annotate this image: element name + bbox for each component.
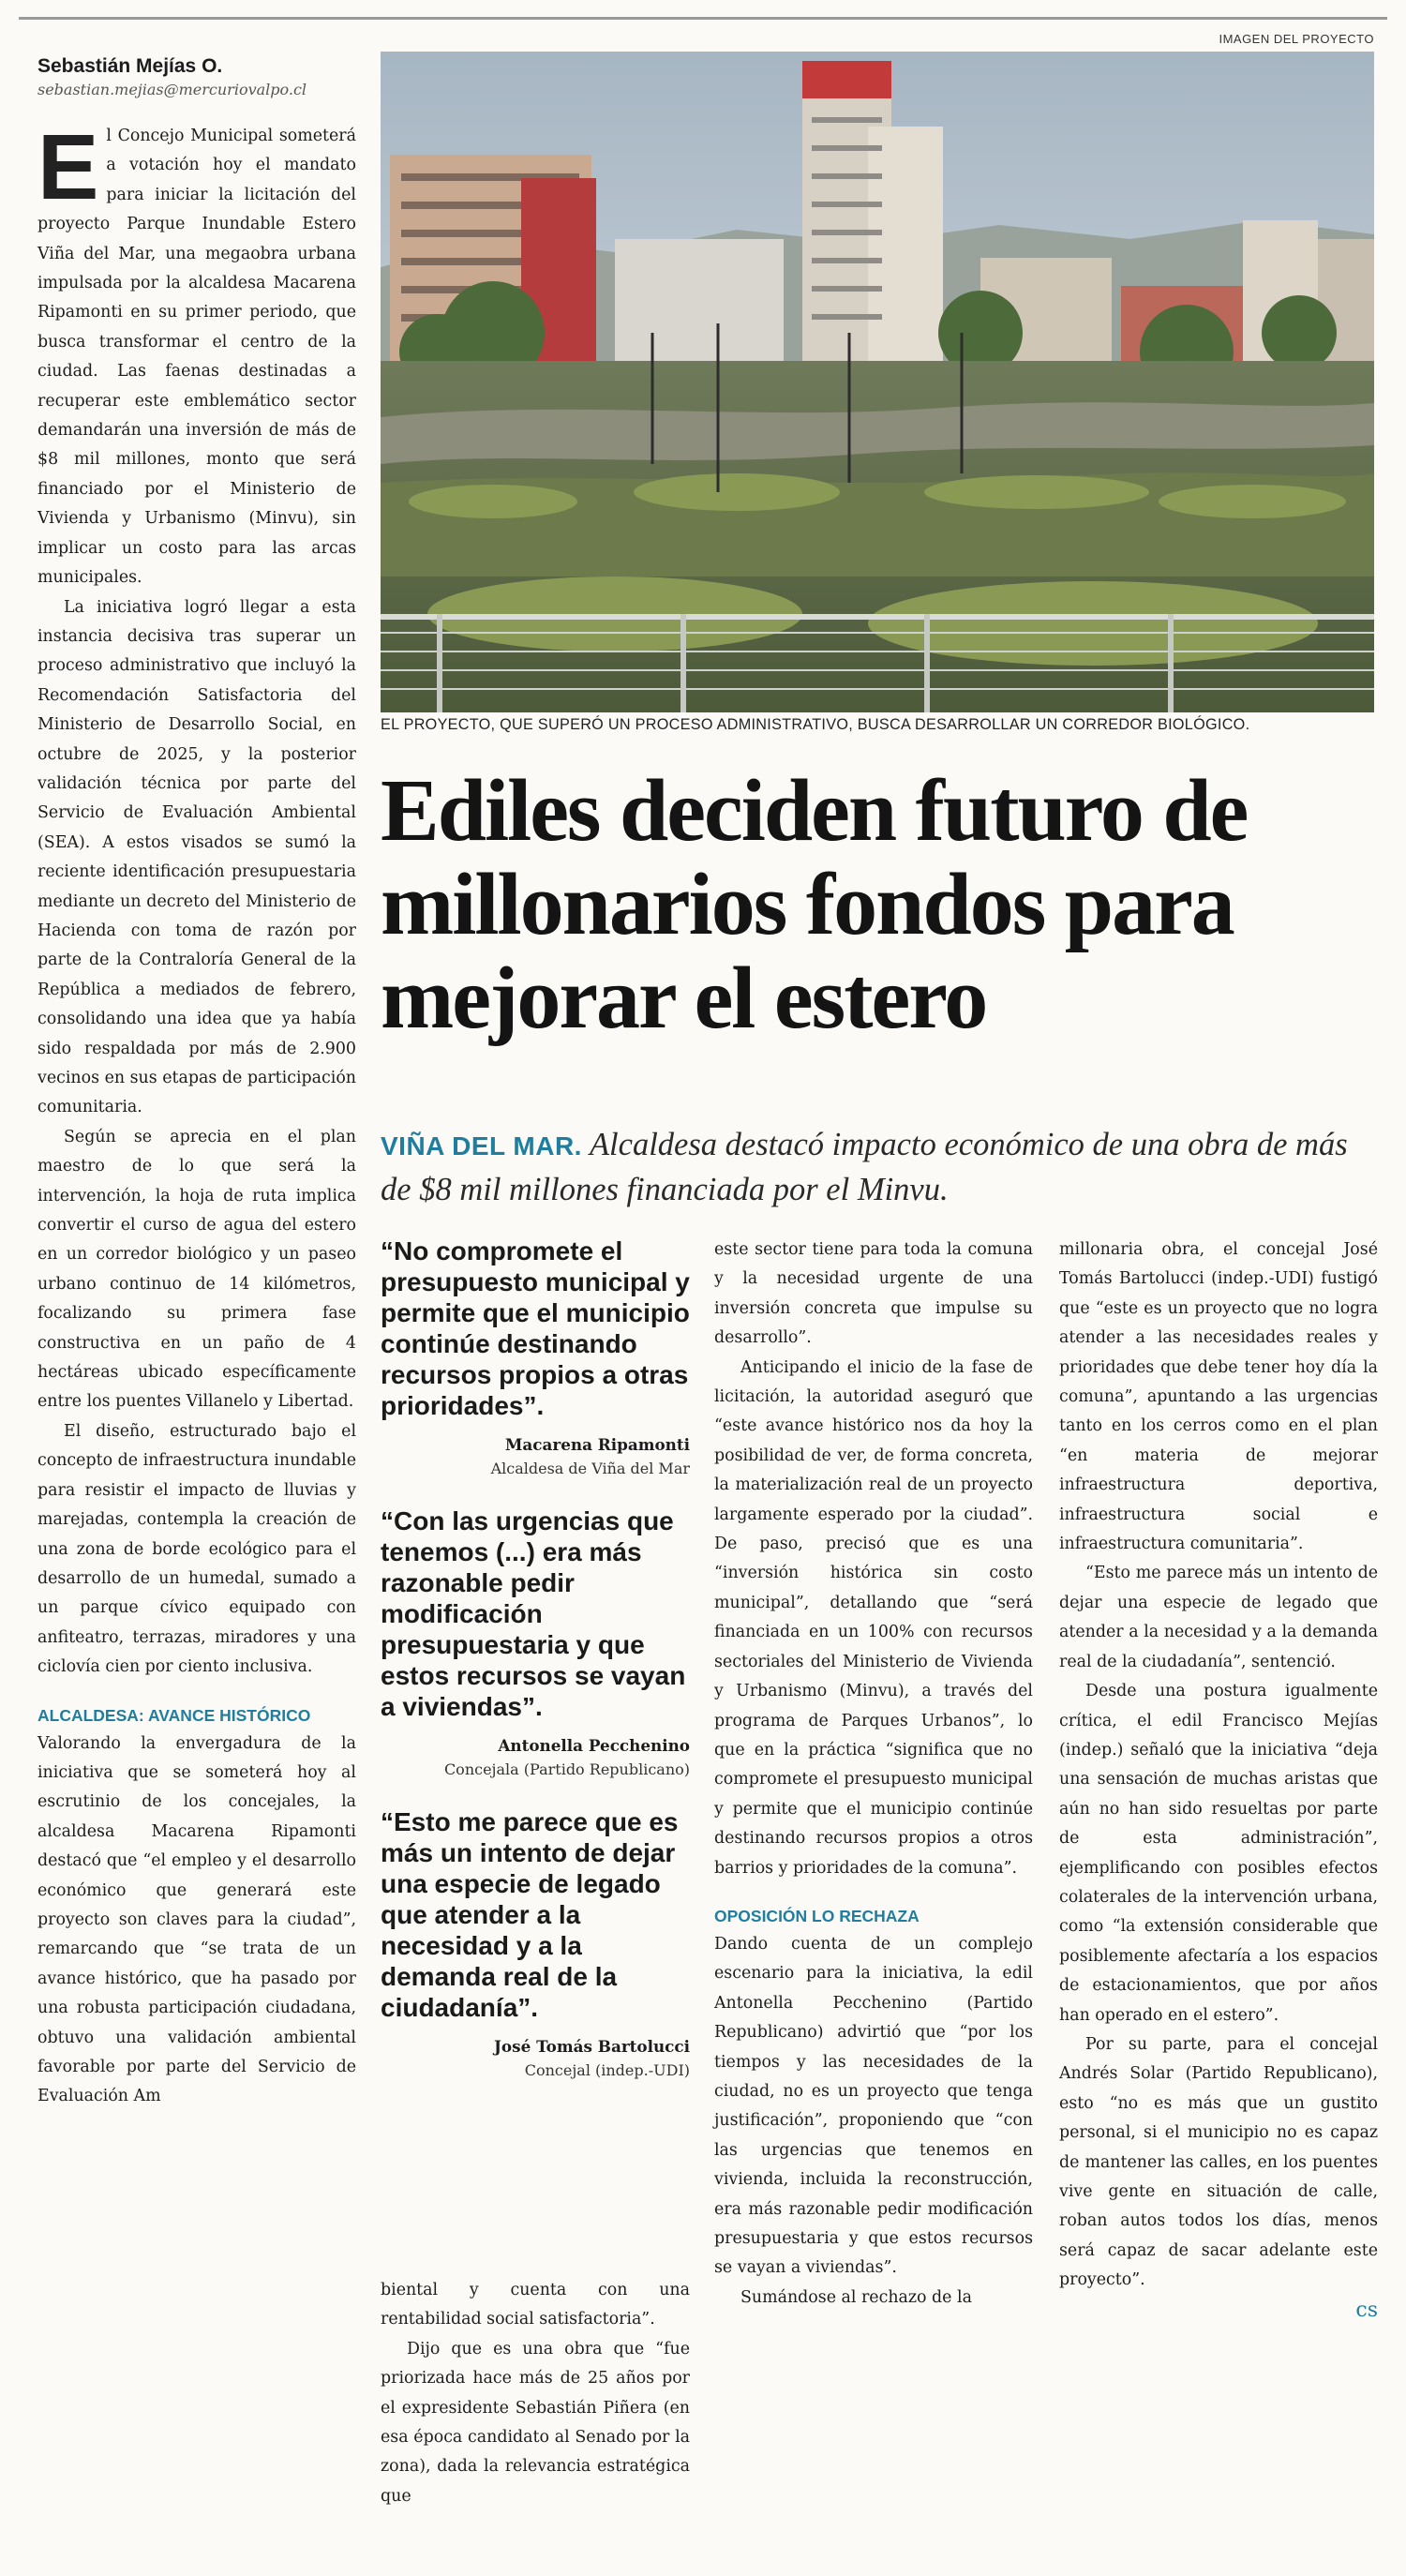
paragraph-2: La iniciativa logró llegar a esta instancia decisiva tras superar un proceso administrativo que incluyó la Recomendación Satisfactoria del Ministerio de Desarrollo Social, en octubre de 2025, y la posterior validación técnica por parte del Servicio de Evaluación Ambiental (SEA). A estos visados se sumó la reciente identificación presupuestaria mediante un decreto del Ministerio de Hacienda con toma de razón por parte de la Contraloría General de la República a mediados de febrero, consolidando una idea que ya había sido respaldada por más de 2.900 vecinos en sus etapas de participación comunitaria. [37, 597, 356, 1117]
deck-text: Alcaldesa destacó impacto económico de una obra de más de $8 mil millones financiada por el Minvu. [381, 1127, 1348, 1207]
deck [381, 1123, 1384, 1211]
paragraph-9: Sumándose al rechazo de la [740, 2287, 972, 2307]
headline: Ediles deciden futuro de millonarios fondos para mejorar el estero [381, 762, 1248, 1047]
paragraph-12: Por su parte, para el concejal Andrés Solar (Partido Republicano), esto “no es más que un gustito personal, si el municipio no es capaz de mantener las calles, en los puentes vive gente en situación de calle, roban autos todos los días, menos será capaz de sacar adelante este proyecto”. [1059, 2034, 1378, 2290]
paragraph-5: Valorando la envergadura de la iniciativa que se someterá hoy al escrutinio de los concejales, la alcaldesa Macarena Ripamonti destacó que “el empleo y el desarrollo económico que generará este proyecto son claves para la ciudad”, remarcando que “se trata de un avance histórico, que ha pasado por una robusta participación ciudadana, obtuvo una validación ambiental favorable por parte del Servicio de Evaluación Am [37, 1733, 356, 2106]
article-body-middle [714, 1236, 1033, 2313]
pull-quote-3 [381, 1806, 690, 2083]
paragraph-6: Dijo que es una obra que “fue priorizada hace más de 25 años por el expresidente Sebastián Piñera (en esa época candidato al Senado por la zona), dada la relevancia estratégica que [381, 2339, 690, 2506]
article-body-left [37, 115, 356, 2112]
quote-text: “Esto me parece que es más un intento de dejar una especie de legado que atender a la necesidad y a la demanda real de la ciudadanía”. [381, 1807, 679, 2022]
end-mark: cs [1355, 2298, 1378, 2322]
top-rule [19, 17, 1387, 20]
photo-credit: IMAGEN DEL PROYECTO [1219, 32, 1374, 46]
paragraph-10: “Esto me parece más un intento de dejar una especie de legado que atender a la necesidad y a la demanda real de la ciudadanía”, sentenció. [1059, 1564, 1378, 1671]
paragraph-8: Dando cuenta de un complejo escenario para la iniciativa, la edil Antonella Pecchenino (Partido Republicano) advirtió que “por los tiempos y las necesidades de la ciudad, no es un proyecto que tenga justificación”, proponiendo que “con las urgencias que tenemos en vivienda, incluida la reconstrucción, era más razonable pedir modificación presupuestaria y que estos recursos se vayan a viviendas”. [714, 1934, 1033, 2278]
project-rendering-photo [381, 52, 1374, 712]
quote-name: Antonella Pecchenino [498, 1736, 690, 1755]
subhead-oposicion: OPOSICIÓN LO RECHAZA [714, 1906, 920, 1925]
paragraph-11: Desde una postura igualmente crítica, el edil Francisco Mejías (indep.) señaló que la iniciativa “deja una sensación de muchas aristas que aún no han sido resueltas por parte de esta administración”, ejemplificando con posibles efectos colaterales de la intervención urbana, como “la extensión considerable que posiblemente afectaría a los espacios de estacionamientos, que por años han operado en el estero”. [1059, 1682, 1378, 2025]
paragraph-5b: biental y cuenta con una rentabilidad social satisfactoria”. [381, 2281, 690, 2329]
paragraph-4: El diseño, estructurado bajo el concepto de infraestructura inundable para resistir el impacto de lluvias y marejadas, contempla la creación de una zona de borde ecológico para el desarrollo de un humedal, sumado a un parque cívico equipado con anfiteatro, terrazas, miradores y una ciclovía cien por ciento inclusiva. [37, 1421, 356, 1677]
quotes-column [381, 1236, 690, 2107]
photo-illustration [381, 52, 1374, 712]
paragraph-9b: millonaria obra, el concejal José Tomás Bartolucci (indep.-UDI) fustigó que “este es un proyecto que no logra atender a las necesidades reales y prioridades que debe tener hoy día la comuna”, apuntando a las urgencias tanto en los cerros como en el plan “en materia de mejorar infraestructura deportiva, infraestructura social e infraestructura comunitaria”. [1059, 1240, 1378, 1554]
photo-caption: EL PROYECTO, QUE SUPERÓ UN PROCESO ADMINISTRATIVO, BUSCA DESARROLLAR UN CORREDOR BIOLÓGICO. [381, 716, 1250, 733]
subhead-alcaldesa: ALCALDESA: AVANCE HISTÓRICO [37, 1705, 311, 1725]
paragraph-3: Según se aprecia en el plan maestro de lo que será la intervención, la hoja de ruta implica convertir el curso de agua del estero en un corredor biológico y un paseo urbano continuo de 14 kilómetros, focalizando su primera fase constructiva en un paño de 4 hectáreas ubicado específicamente entre los puentes Villanelo y Libertad. [37, 1127, 356, 1412]
quote-name: Macarena Ripamonti [504, 1435, 690, 1454]
quote-role: Concejala (Partido Republicano) [443, 1760, 690, 1778]
pull-quote-1 [381, 1236, 690, 1481]
pull-quote-2 [381, 1505, 690, 1782]
paragraph-7: Anticipando el inicio de la fase de licitación, la autoridad aseguró que “este avance histórico nos da hoy la posibilidad de ver, de forma concreta, la materialización real de un proyecto largamente esperado por la ciudad”. De paso, precisó que es una “inversión histórica sin costo municipal”, detallando que “será financiada en un 100% con recursos sectoriales del Ministerio de Vivienda y Urbanismo (Minvu), a través del programa de Parques Urbanos”, lo que en la práctica “significa que no compromete el presupuesto municipal y permite que el municipio continúe destinando recursos propios a otros barrios y prioridades de la comuna”. [714, 1357, 1033, 1878]
article-body-right [1059, 1236, 1378, 2325]
quote-text: “Con las urgencias que tenemos (...) era más razonable pedir modificación presupuestaria y que estos recursos se vayan a viviendas”. [381, 1506, 686, 1721]
paragraph-6b: este sector tiene para toda la comuna y la necesidad urgente de una inversión concreta que impulse su desarrollo”. [714, 1240, 1033, 1348]
quote-role: Alcaldesa de Viña del Mar [490, 1460, 690, 1477]
paragraph-1: l Concejo Municipal someterá a votación hoy el mandato para iniciar la licitación del proyecto Parque Inundable Estero Viña del Mar, una megaobra urbana impulsada por la alcaldesa Macarena Ripamonti en su primer periodo, que busca transformar el centro de la ciudad. Las faenas destinadas a recuperar este emblemático sector demandarán una inversión de más de $8 mil millones, monto que será financiado por el Ministerio de Vivienda y Urbanismo (Minvu), sin implicar un costo para las arcas municipales. [37, 127, 356, 588]
quote-name: José Tomás Bartolucci [493, 2037, 690, 2056]
drop-cap: E [37, 115, 99, 218]
article-body-continued [381, 2276, 690, 2511]
byline-name: Sebastián Mejías O. [37, 55, 223, 77]
left-column [37, 54, 356, 2112]
quote-text: “No compromete el presupuesto municipal y permite que el municipio continúe destinando recursos propios a otras prioridades”. [381, 1236, 690, 1420]
quote-role: Concejal (indep.-UDI) [524, 2061, 690, 2079]
deck-location: VIÑA DEL MAR. [381, 1131, 582, 1161]
byline-email[interactable]: sebastian.mejias@mercuriovalpo.cl [37, 81, 307, 98]
